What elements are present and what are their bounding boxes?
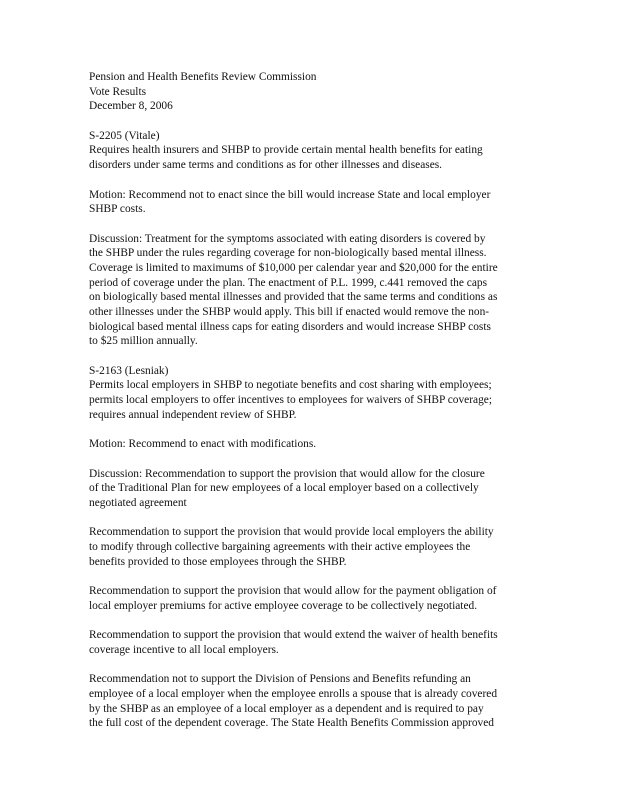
text-line: employee of a local employer when the employee enrolls a spouse that is already covered (89, 687, 498, 700)
text-line: to modify through collective bargaining agreements with their active employees the (89, 541, 471, 553)
commission-title: Pension and Health Benefits Review Commission (89, 71, 317, 83)
text-line: on biologically based mental illnesses and provided that the same terms and conditions as (89, 291, 498, 304)
text-line: Recommendation to support the provision that would extend the waiver of health benefits (89, 629, 498, 642)
spacer (89, 569, 537, 584)
text-line: Discussion: Treatment for the symptoms associated with eating disorders is covered by (89, 232, 486, 245)
text-line: coverage incentive to all local employers. (89, 643, 279, 656)
text-line: by the SHBP as an employee of a local employer as a dependent and is required to pay (89, 702, 484, 715)
text-line: period of coverage under the plan. The enactment of P.L. 1999, c.441 removed the caps (89, 276, 488, 289)
bill-summary-s2163 (89, 378, 537, 422)
text-line: Requires health insurers and SHBP to provide certain mental health benefits for eating (89, 144, 483, 157)
spacer (89, 511, 537, 526)
text-line: Permits local employers in SHBP to negotiate benefits and cost sharing with employees; (89, 379, 492, 392)
text-line: to $25 million annually. (89, 335, 198, 348)
text-line: SHBP costs. (89, 203, 146, 216)
spacer (89, 217, 537, 232)
spacer (89, 452, 537, 467)
text-line: negotiated agreement (89, 496, 187, 509)
text-line: other illnesses under the SHBP would apply. This bill if enacted would remove the non- (89, 306, 490, 318)
bill-heading-s2163: S-2163 (Lesniak) (89, 364, 169, 377)
text-line: requires annual independent review of SHBP. (89, 408, 297, 421)
motion-s2163 (89, 437, 537, 452)
text-line: benefits provided to those employees through the SHBP. (89, 555, 347, 568)
text-line: Discussion: Recommendation to support the provision that would allow for the closure (89, 467, 485, 480)
discussion-s2205 (89, 232, 537, 350)
text-line: Motion: Recommend not to enact since the bill would increase State and local employer (89, 188, 491, 201)
text-line: permits local employers to offer incentives to employees for waivers of SHBP coverage; (89, 394, 492, 407)
document-body (89, 70, 537, 731)
document-subtitle: Vote Results (89, 85, 147, 98)
spacer (89, 173, 537, 188)
spacer (89, 114, 537, 129)
text-line: Recommendation not to support the Division of Pensions and Benefits refunding an (89, 673, 471, 686)
text-line: Recommendation to support the provision that would allow for the payment obligation of (89, 585, 497, 598)
text-line: the full cost of the dependent coverage. The State Health Benefits Commission approved (89, 717, 494, 730)
spacer (89, 349, 537, 364)
bill-heading-s2205: S-2205 (Vitale) (89, 129, 160, 142)
text-line: the SHBP under the rules regarding coverage for non-biologically based mental illness. (89, 247, 487, 260)
spacer (89, 423, 537, 438)
recommendation-4 (89, 672, 537, 731)
text-line: Coverage is limited to maximums of $10,000 per calendar year and $20,000 for the entire (89, 261, 498, 274)
motion-s2205 (89, 188, 537, 217)
text-line: of the Traditional Plan for new employees of a local employer based on a collectively (89, 482, 479, 495)
text-line: Recommendation to support the provision that would provide local employers the ability (89, 526, 494, 539)
spacer (89, 658, 537, 673)
recommendation-3 (89, 628, 537, 657)
text-line: Motion: Recommend to enact with modifications. (89, 438, 317, 451)
text-line: disorders under same terms and conditions as for other illnesses and diseases. (89, 159, 443, 172)
text-line: local employer premiums for active employee coverage to be collectively negotiated. (89, 599, 478, 612)
recommendation-2 (89, 584, 537, 613)
text-line: biological based mental illness caps for eating disorders and would increase SHBP costs (89, 320, 491, 333)
recommendation-1 (89, 525, 537, 569)
spacer (89, 613, 537, 628)
discussion-s2163 (89, 467, 537, 511)
bill-summary-s2205 (89, 143, 537, 172)
document-date: December 8, 2006 (89, 100, 173, 113)
